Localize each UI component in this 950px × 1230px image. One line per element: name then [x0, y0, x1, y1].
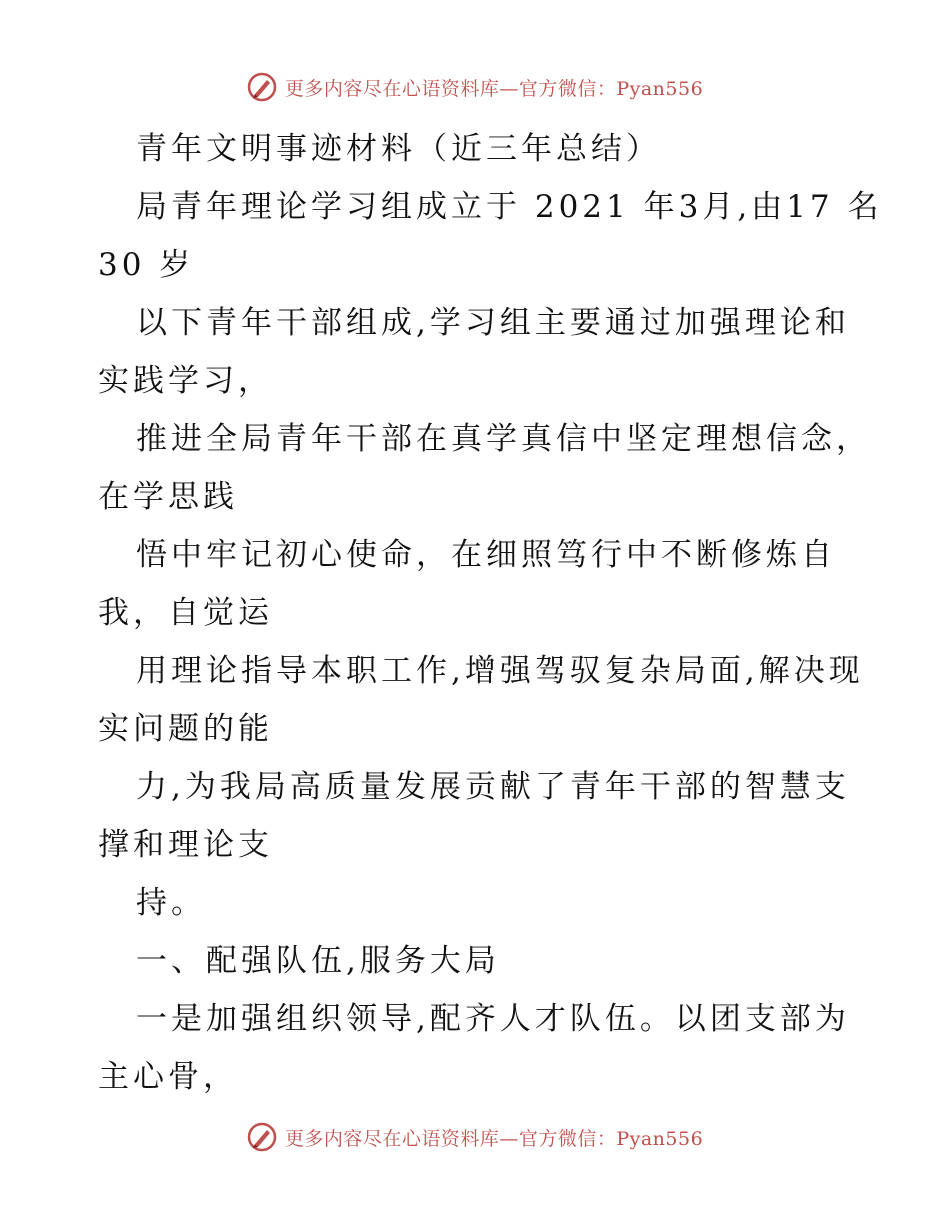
- document-title: 青年文明事迹材料（近三年总结）: [136, 131, 661, 167]
- paragraph-line: 我，自觉运: [98, 595, 273, 631]
- watermark-text: 更多内容尽在心语资料库—官方微信：Pyan556: [284, 77, 704, 100]
- pen-logo-icon: [247, 1122, 277, 1152]
- paragraph-line: 力,为我局高质量发展贡献了青年干部的智慧支: [136, 769, 850, 805]
- paragraph-line: 实问题的能: [98, 711, 273, 747]
- header-watermark: [0, 72, 950, 102]
- paragraph-line: 悟中牢记初心使命，在细照笃行中不断修炼自: [136, 537, 836, 573]
- paragraph-line: 在学思践: [98, 479, 238, 515]
- paragraph-line: 实践学习，: [98, 363, 273, 399]
- section-heading: 一、配强队伍,服务大局: [136, 943, 500, 979]
- paragraph-line: 一是加强组织领导,配齐人才队伍。以团支部为: [136, 1001, 850, 1037]
- pen-logo-icon: [247, 72, 277, 102]
- paragraph-line: 持。: [136, 885, 206, 921]
- paragraph-line: 30 岁: [98, 247, 195, 283]
- paragraph-line: 推进全局青年干部在真学真信中坚定理想信念，: [136, 421, 871, 457]
- paragraph-line: 局青年理论学习组成立于 2021 年3月,由17 名: [136, 189, 883, 225]
- paragraph-line: 用理论指导本职工作,增强驾驭复杂局面,解决现: [136, 653, 864, 689]
- watermark-text: 更多内容尽在心语资料库—官方微信：Pyan556: [284, 1127, 704, 1150]
- footer-watermark: [0, 1122, 950, 1152]
- paragraph-line: 主心骨，: [98, 1059, 238, 1095]
- paragraph-line: 以下青年干部组成,学习组主要通过加强理论和: [136, 305, 850, 341]
- document-body: [98, 120, 883, 1106]
- paragraph-line: 撑和理论支: [98, 827, 273, 863]
